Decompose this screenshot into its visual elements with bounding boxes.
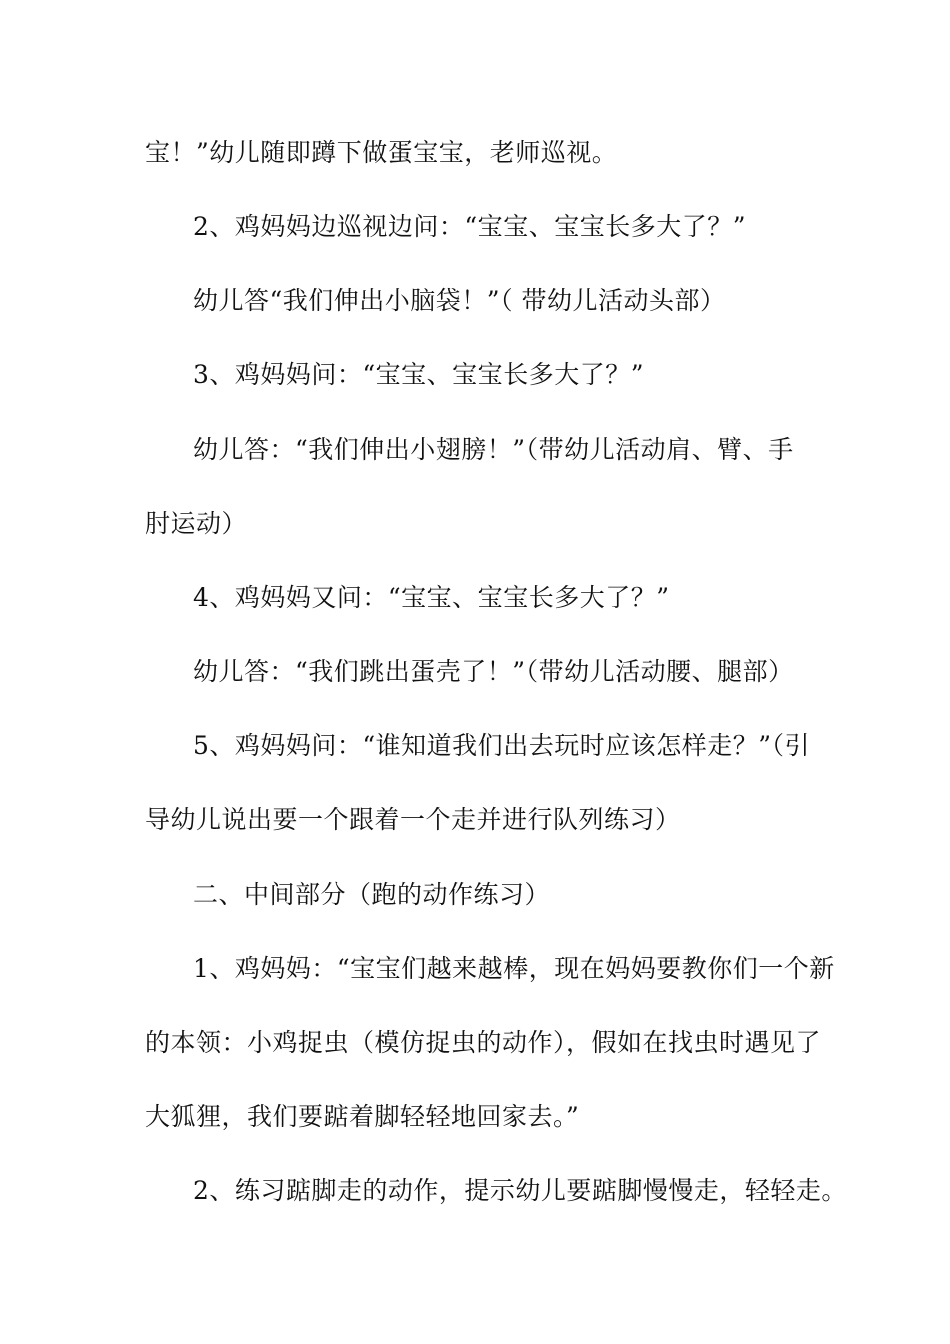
text-line-5: 幼儿答：“我们伸出小翅膀！”（带幼儿活动肩、臂、手 xyxy=(193,435,794,464)
text-line-8: 幼儿答：“我们跳出蛋壳了！”（带幼儿活动腰、腿部） xyxy=(193,657,794,686)
text-line-3: 幼儿答“我们伸出小脑袋！”（ 带幼儿活动头部） xyxy=(193,286,726,315)
text-line-15: 2、练习踮脚走的动作，提示幼儿要踮脚慢慢走，轻轻走。 xyxy=(193,1176,847,1205)
text-line-7: 4、鸡妈妈又问：“宝宝、宝宝长多大了？” xyxy=(193,583,670,612)
text-line-13: 的本领：小鸡捉虫（模仿捉虫的动作），假如在找虫时遇见了 xyxy=(145,1028,822,1057)
text-line-10: 导幼儿说出要一个跟着一个走并进行队列练习） xyxy=(145,805,681,834)
section-heading: 二、中间部分（跑的动作练习） xyxy=(193,880,551,909)
text-line-12: 1、鸡妈妈：“宝宝们越来越棒，现在妈妈要教你们一个新 xyxy=(193,954,835,983)
text-line-6: 肘运动） xyxy=(145,509,248,538)
text-line-9: 5、鸡妈妈问：“谁知道我们出去玩时应该怎样走？”（引 xyxy=(193,731,810,760)
text-line-2: 2、鸡妈妈边巡视边问：“宝宝、宝宝长多大了？” xyxy=(193,212,746,241)
text-line-1: 宝！”幼儿随即蹲下做蛋宝宝，老师巡视。 xyxy=(145,138,618,167)
text-line-14: 大狐狸，我们要踮着脚轻轻地回家去。” xyxy=(145,1102,580,1131)
text-line-4: 3、鸡妈妈问：“宝宝、宝宝长多大了？” xyxy=(193,360,644,389)
